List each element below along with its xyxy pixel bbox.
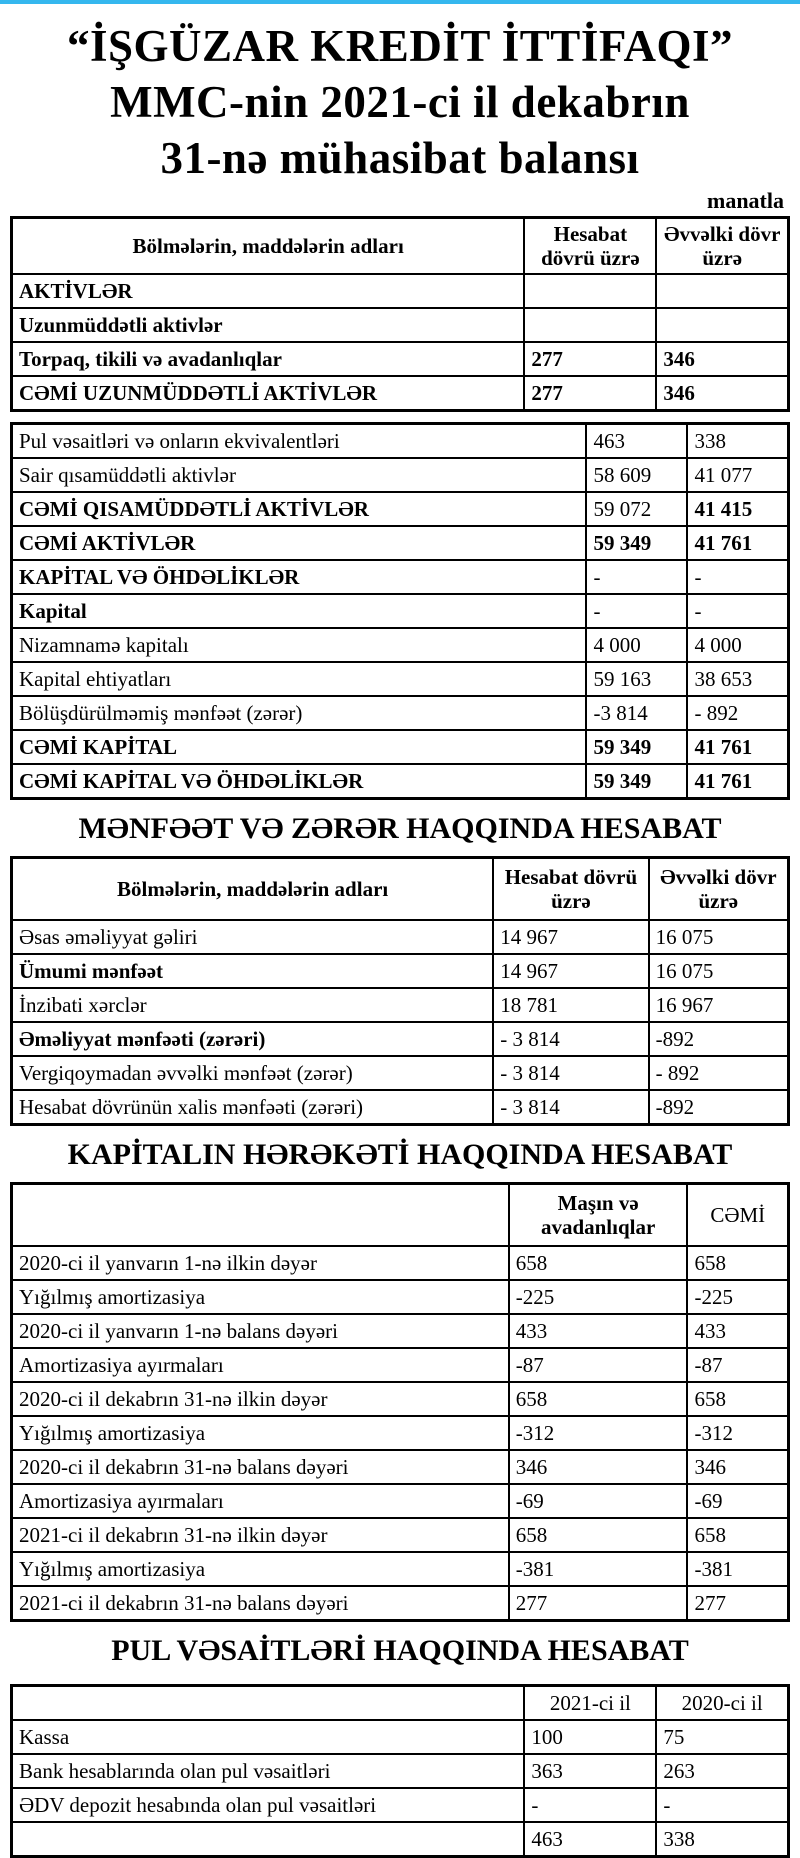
value-cell: 16 075	[649, 920, 789, 954]
row-label-cell: Amortizasiya ayırmaları	[12, 1348, 509, 1382]
row-label-cell: Əsas əməliyyat gəliri	[12, 920, 494, 954]
header-cell: 2020-ci il	[656, 1686, 788, 1721]
value-cell: - 3 814	[493, 1056, 648, 1090]
value-cell: -	[586, 560, 687, 594]
row-label-cell: CƏMİ QISAMÜDDƏTLİ AKTİVLƏR	[12, 492, 587, 526]
row-label-cell: Torpaq, tikili və avadanlıqlar	[12, 342, 525, 376]
cash-heading: PUL VƏSAİTLƏRİ HAQQINDA HESABAT	[111, 1634, 689, 1667]
header-cell: Hesabat dövrü üzrə	[524, 218, 656, 275]
value-cell: - 3 814	[493, 1090, 648, 1125]
profit-loss-heading: MƏNFƏƏT VƏ ZƏRƏR HAQQINDA HESABAT	[78, 812, 722, 845]
value-cell: 16 075	[649, 954, 789, 988]
value-cell: 263	[656, 1754, 788, 1788]
value-cell: 4 000	[586, 628, 687, 662]
value-cell: 463	[586, 424, 687, 459]
table-row	[12, 730, 789, 764]
row-label-cell: 2021-ci il dekabrın 31-nə balans dəyəri	[12, 1586, 509, 1621]
value-cell: 58 609	[586, 458, 687, 492]
table-row	[12, 342, 789, 376]
table-row	[12, 1090, 789, 1125]
row-label-cell: Uzunmüddətli aktivlər	[12, 308, 525, 342]
currency-note: manatla	[707, 188, 784, 213]
table-row	[12, 920, 789, 954]
table-row	[12, 1382, 789, 1416]
value-cell: 658	[687, 1382, 788, 1416]
table-row	[12, 1822, 789, 1857]
value-cell: 41 415	[687, 492, 788, 526]
value-cell: 38 653	[687, 662, 788, 696]
value-cell: 14 967	[493, 920, 648, 954]
value-cell: 658	[509, 1246, 688, 1280]
table-row	[12, 1348, 789, 1382]
title-line-1: “İŞGÜZAR KREDİT İTTİFAQI”	[67, 21, 733, 71]
value-cell: 59 349	[586, 730, 687, 764]
table-row	[12, 1552, 789, 1586]
table-row	[12, 1484, 789, 1518]
value-cell: 4 000	[687, 628, 788, 662]
value-cell: 658	[509, 1382, 688, 1416]
header-cell: Hesabat dövrü üzrə	[493, 858, 648, 921]
row-label-cell: Kapital	[12, 594, 587, 628]
value-cell: 59 072	[586, 492, 687, 526]
table-row	[12, 1056, 789, 1090]
value-cell: 59 163	[586, 662, 687, 696]
header-cell: Əvvəlki dövr üzrə	[649, 858, 789, 921]
balance-sheet-table-top	[10, 216, 790, 412]
header-row	[12, 1686, 789, 1721]
value-cell: 658	[687, 1518, 788, 1552]
value-cell: 433	[509, 1314, 688, 1348]
value-cell: -69	[687, 1484, 788, 1518]
row-label-cell: 2021-ci il dekabrın 31-nə ilkin dəyər	[12, 1518, 509, 1552]
value-cell: 338	[656, 1822, 788, 1857]
table-row	[12, 696, 789, 730]
row-label-cell: Bank hesablarında olan pul vəsaitləri	[12, 1754, 525, 1788]
header-cell: Bölmələrin, maddələrin adları	[12, 858, 494, 921]
value-cell: 75	[656, 1720, 788, 1754]
header-cell: 2021-ci il	[524, 1686, 656, 1721]
value-cell: 59 349	[586, 526, 687, 560]
row-label-cell: Yığılmış amortizasiya	[12, 1280, 509, 1314]
value-cell: 100	[524, 1720, 656, 1754]
table-row	[12, 1788, 789, 1822]
value-cell: 41 761	[687, 526, 788, 560]
value-cell: 338	[687, 424, 788, 459]
row-label-cell: Əməliyyat mənfəəti (zərəri)	[12, 1022, 494, 1056]
value-cell: -	[687, 594, 788, 628]
row-label-cell: Yığılmış amortizasiya	[12, 1416, 509, 1450]
table-row	[12, 1450, 789, 1484]
value-cell: -87	[509, 1348, 688, 1382]
row-label-cell: Vergiqoymadan əvvəlki mənfəət (zərər)	[12, 1056, 494, 1090]
header-row	[12, 1184, 789, 1247]
row-label-cell: Yığılmış amortizasiya	[12, 1552, 509, 1586]
table-row	[12, 1022, 789, 1056]
value-cell: 658	[687, 1246, 788, 1280]
value-cell: - 3 814	[493, 1022, 648, 1056]
table-row	[12, 458, 789, 492]
value-cell	[524, 274, 656, 308]
value-cell: 658	[509, 1518, 688, 1552]
table-row	[12, 274, 789, 308]
row-label-cell: 2020-ci il yanvarın 1-nə ilkin dəyər	[12, 1246, 509, 1280]
row-label-cell	[12, 1822, 525, 1857]
value-cell: -3 814	[586, 696, 687, 730]
row-label-cell: CƏMİ KAPİTAL	[12, 730, 587, 764]
value-cell: -69	[509, 1484, 688, 1518]
value-cell: -225	[509, 1280, 688, 1314]
table-row	[12, 662, 789, 696]
table-row	[12, 1246, 789, 1280]
value-cell: 277	[524, 342, 656, 376]
header-cell	[12, 1184, 509, 1247]
row-label-cell: AKTİVLƏR	[12, 274, 525, 308]
row-label-cell: CƏMİ AKTİVLƏR	[12, 526, 587, 560]
title-line-3: 31-nə mühasibat balansı	[160, 133, 640, 183]
value-cell: 16 967	[649, 988, 789, 1022]
table-row	[12, 764, 789, 799]
title-line-2: MMC-nin 2021-ci il dekabrın	[110, 77, 690, 127]
value-cell: -225	[687, 1280, 788, 1314]
row-label-cell: Kassa	[12, 1720, 525, 1754]
table-row	[12, 1280, 789, 1314]
value-cell: 41 761	[687, 764, 788, 799]
value-cell: 277	[524, 376, 656, 411]
row-label-cell: ƏDV depozit hesabında olan pul vəsaitləri	[12, 1788, 525, 1822]
row-label-cell: Pul vəsaitləri və onların ekvivalentləri	[12, 424, 587, 459]
value-cell	[524, 308, 656, 342]
value-cell: -	[524, 1788, 656, 1822]
table-row	[12, 492, 789, 526]
capital-movement-table	[10, 1182, 790, 1622]
value-cell	[656, 308, 788, 342]
row-label-cell: İnzibati xərclər	[12, 988, 494, 1022]
table-row	[12, 628, 789, 662]
cash-flow-table	[10, 1684, 790, 1858]
value-cell: 41 077	[687, 458, 788, 492]
value-cell: - 892	[687, 696, 788, 730]
table-row	[12, 1314, 789, 1348]
value-cell: -	[586, 594, 687, 628]
row-label-cell: Hesabat dövrünün xalis mənfəəti (zərəri)	[12, 1090, 494, 1125]
row-label-cell: CƏMİ UZUNMÜDDƏTLİ AKTİVLƏR	[12, 376, 525, 411]
table-row	[12, 526, 789, 560]
value-cell: 14 967	[493, 954, 648, 988]
value-cell: -892	[649, 1090, 789, 1125]
value-cell: -312	[687, 1416, 788, 1450]
table-row	[12, 308, 789, 342]
capital-movement-heading: KAPİTALIN HƏRƏKƏTİ HAQQINDA HESABAT	[67, 1138, 733, 1171]
value-cell: -381	[687, 1552, 788, 1586]
row-label-cell: CƏMİ KAPİTAL VƏ ÖHDƏLİKLƏR	[12, 764, 587, 799]
row-label-cell: Sair qısamüddətli aktivlər	[12, 458, 587, 492]
value-cell: - 892	[649, 1056, 789, 1090]
value-cell: 18 781	[493, 988, 648, 1022]
document-title	[10, 18, 790, 186]
value-cell: -381	[509, 1552, 688, 1586]
row-label-cell: 2020-ci il dekabrın 31-nə ilkin dəyər	[12, 1382, 509, 1416]
value-cell: -	[687, 560, 788, 594]
table-row	[12, 988, 789, 1022]
value-cell: 433	[687, 1314, 788, 1348]
row-label-cell: 2020-ci il yanvarın 1-nə balans dəyəri	[12, 1314, 509, 1348]
header-row	[12, 858, 789, 921]
header-cell	[12, 1686, 525, 1721]
value-cell: -	[656, 1788, 788, 1822]
table-row	[12, 560, 789, 594]
value-cell: 346	[509, 1450, 688, 1484]
value-cell: 463	[524, 1822, 656, 1857]
document-page	[0, 18, 800, 1858]
value-cell: 346	[687, 1450, 788, 1484]
table-row	[12, 1720, 789, 1754]
row-label-cell: Nizamnamə kapitalı	[12, 628, 587, 662]
header-cell: Əvvəlki dövr üzrə	[656, 218, 788, 275]
value-cell	[656, 274, 788, 308]
value-cell: -87	[687, 1348, 788, 1382]
value-cell: 346	[656, 376, 788, 411]
table-row	[12, 424, 789, 459]
table-row	[12, 376, 789, 411]
header-row	[12, 218, 789, 275]
table-row	[12, 1586, 789, 1621]
row-label-cell: Kapital ehtiyatları	[12, 662, 587, 696]
table-row	[12, 1518, 789, 1552]
header-cell: Maşın və avadanlıqlar	[509, 1184, 688, 1247]
header-cell: Bölmələrin, maddələrin adları	[12, 218, 525, 275]
top-accent-bar	[0, 0, 800, 4]
header-cell: CƏMİ	[687, 1184, 788, 1247]
profit-loss-table	[10, 856, 790, 1126]
value-cell: 363	[524, 1754, 656, 1788]
value-cell: -312	[509, 1416, 688, 1450]
row-label-cell: Bölüşdürülməmiş mənfəət (zərər)	[12, 696, 587, 730]
value-cell: 41 761	[687, 730, 788, 764]
table-row	[12, 1754, 789, 1788]
value-cell: 277	[509, 1586, 688, 1621]
value-cell: 59 349	[586, 764, 687, 799]
row-label-cell: Ümumi mənfəət	[12, 954, 494, 988]
balance-sheet-table-bottom	[10, 422, 790, 800]
row-label-cell: KAPİTAL VƏ ÖHDƏLİKLƏR	[12, 560, 587, 594]
value-cell: 277	[687, 1586, 788, 1621]
row-label-cell: 2020-ci il dekabrın 31-nə balans dəyəri	[12, 1450, 509, 1484]
table-row	[12, 594, 789, 628]
value-cell: 346	[656, 342, 788, 376]
value-cell: -892	[649, 1022, 789, 1056]
table-row	[12, 954, 789, 988]
table-row	[12, 1416, 789, 1450]
row-label-cell: Amortizasiya ayırmaları	[12, 1484, 509, 1518]
